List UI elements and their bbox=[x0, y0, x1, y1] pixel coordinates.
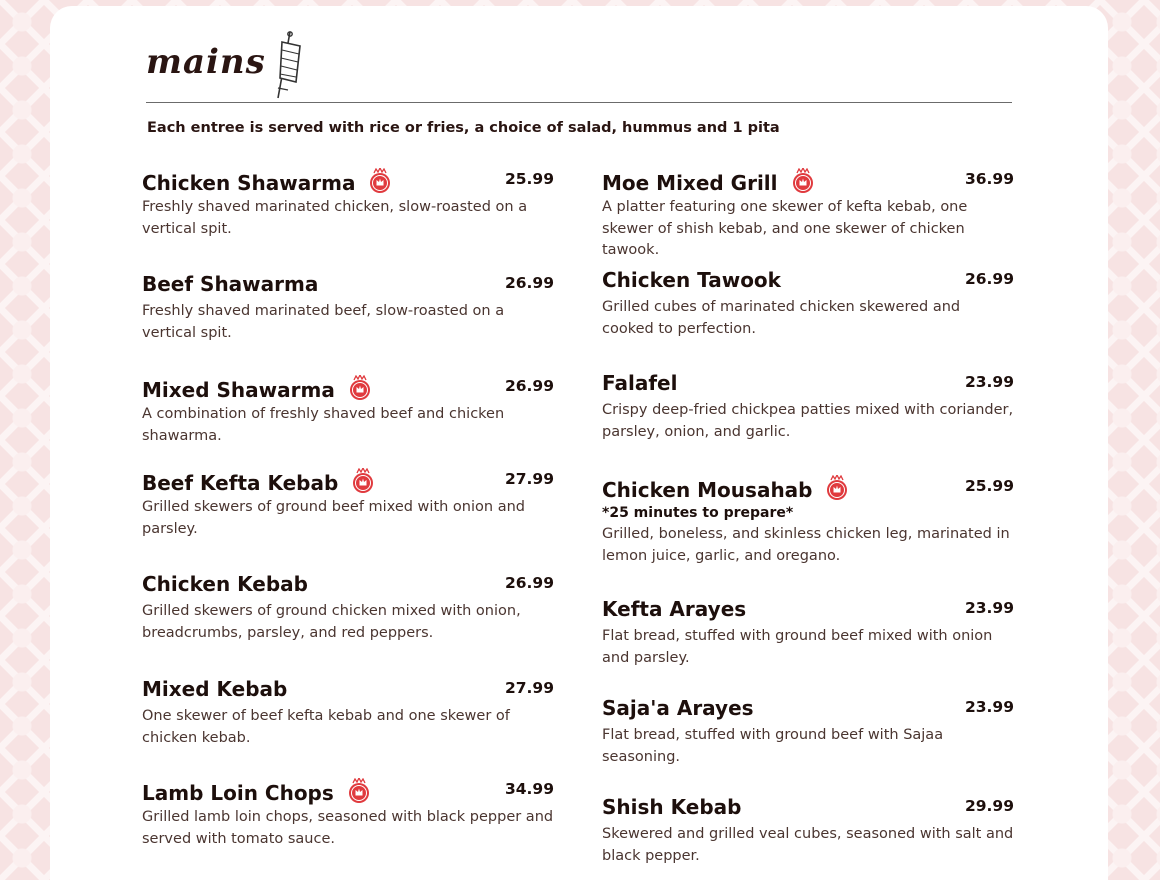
menu-item-name-text: Kefta Arayes bbox=[602, 597, 747, 621]
menu-item-description: Grilled cubes of marinated chicken skewered and cooked to perfection. bbox=[602, 299, 961, 337]
menu-item-description: A combination of freshly shaved beef and chicken shawarma. bbox=[142, 406, 505, 444]
menu-item-name-text: Mixed Shawarma bbox=[142, 378, 335, 402]
shawarma-spit-icon bbox=[268, 30, 304, 100]
menu-item-price: 25.99 bbox=[504, 170, 554, 188]
menu-item-name-text: Beef Shawarma bbox=[142, 272, 319, 296]
menu-item bbox=[142, 168, 554, 240]
favorite-badge-icon bbox=[351, 468, 375, 494]
menu-item-header bbox=[142, 272, 554, 298]
menu-item bbox=[602, 371, 1014, 443]
menu-item-description: Grilled skewers of ground beef mixed with onion and parsley. bbox=[142, 499, 525, 537]
menu-item-header bbox=[142, 778, 554, 804]
menu-item-price: 23.99 bbox=[964, 599, 1014, 617]
menu-item bbox=[142, 572, 554, 644]
menu-item-price: 26.99 bbox=[964, 270, 1014, 288]
menu-item-name bbox=[602, 475, 849, 502]
menu-item-price: 26.99 bbox=[504, 274, 554, 292]
menu-item-price: 27.99 bbox=[504, 679, 554, 697]
menu-item-header bbox=[602, 795, 1014, 821]
header-divider bbox=[146, 102, 1012, 103]
menu-item-price: 23.99 bbox=[964, 373, 1014, 391]
menu-item-name-text: Beef Kefta Kebab bbox=[142, 471, 339, 495]
menu-item-name bbox=[602, 168, 815, 195]
menu-item-name-text: Falafel bbox=[602, 371, 678, 395]
menu-item-header bbox=[602, 168, 1014, 194]
menu-item-price: 23.99 bbox=[964, 698, 1014, 716]
menu-item-name bbox=[142, 468, 375, 495]
menu-item-price: 26.99 bbox=[504, 574, 554, 592]
menu-item-header bbox=[142, 572, 554, 598]
menu-item-name bbox=[142, 272, 318, 296]
menu-item-header bbox=[602, 371, 1014, 397]
menu-item-description: Grilled skewers of ground chicken mixed with onion, breadcrumbs, parsley, and red peppers. bbox=[142, 603, 521, 641]
favorite-badge-icon bbox=[791, 168, 815, 194]
favorite-badge-icon bbox=[347, 778, 371, 804]
menu-item-note: *25 minutes to prepare* bbox=[602, 505, 794, 521]
menu-item-name bbox=[602, 696, 754, 720]
menu-item-name bbox=[602, 795, 741, 819]
menu-item-description: Freshly shaved marinated beef, slow-roasted on a vertical spit. bbox=[142, 303, 505, 341]
menu-item-header bbox=[602, 268, 1014, 294]
menu-item-description: Skewered and grilled veal cubes, seasoned with salt and black pepper. bbox=[602, 826, 1014, 864]
menu-item bbox=[602, 168, 1014, 262]
menu-item-description: A platter featuring one skewer of kefta kebab, one skewer of shish kebab, and one skewer of chicken tawook. bbox=[602, 199, 968, 258]
menu-item-description: Freshly shaved marinated chicken, slow-roasted on a vertical spit. bbox=[142, 199, 528, 237]
favorite-badge-icon bbox=[368, 168, 392, 194]
menu-item-name bbox=[142, 572, 308, 596]
menu-item-header bbox=[602, 597, 1014, 623]
menu-item-header bbox=[142, 375, 554, 401]
menu-item-price: 36.99 bbox=[964, 170, 1014, 188]
menu-item-name-text: Mixed Kebab bbox=[142, 677, 288, 701]
menu-item bbox=[602, 795, 1014, 867]
menu-item-price: 34.99 bbox=[504, 780, 554, 798]
menu-item-name bbox=[142, 375, 372, 402]
menu-item-name-text: Chicken Tawook bbox=[602, 268, 781, 292]
menu-item-name-text: Chicken Shawarma bbox=[142, 171, 356, 195]
menu-item bbox=[142, 778, 554, 850]
menu-item-name bbox=[602, 597, 746, 621]
menu-item-description: Crispy deep-fried chickpea patties mixed with coriander, parsley, onion, and garlic. bbox=[602, 402, 1014, 440]
menu-item-name bbox=[602, 371, 677, 395]
menu-item bbox=[602, 696, 1014, 768]
menu-item-header bbox=[602, 696, 1014, 722]
menu-item bbox=[142, 375, 554, 447]
menu-item bbox=[602, 268, 1014, 340]
menu-item-price: 27.99 bbox=[504, 470, 554, 488]
menu-item-header bbox=[142, 468, 554, 494]
section-title: mains bbox=[146, 42, 266, 82]
menu-item-name bbox=[142, 168, 392, 195]
menu-item-name-text: Moe Mixed Grill bbox=[602, 171, 778, 195]
menu-item-price: 26.99 bbox=[504, 377, 554, 395]
menu-item-name bbox=[142, 778, 371, 805]
menu-item bbox=[142, 677, 554, 749]
menu-item-name-text: Saja'a Arayes bbox=[602, 696, 754, 720]
menu-item bbox=[602, 597, 1014, 669]
menu-item-header bbox=[142, 677, 554, 703]
menu-item-name-text: Shish Kebab bbox=[602, 795, 742, 819]
section-subtitle: Each entree is served with rice or fries, a choice of salad, hummus and 1 pita bbox=[147, 120, 780, 136]
menu-item-description: Flat bread, stuffed with ground beef with Sajaa seasoning. bbox=[602, 727, 944, 765]
menu-item-header bbox=[602, 475, 1014, 501]
menu-item-description: Flat bread, stuffed with ground beef mixed with onion and parsley. bbox=[602, 628, 993, 666]
menu-item-header bbox=[142, 168, 554, 194]
favorite-badge-icon bbox=[348, 375, 372, 401]
favorite-badge-icon bbox=[825, 475, 849, 501]
menu-item-name-text: Chicken Mousahab bbox=[602, 478, 813, 502]
menu-item bbox=[142, 468, 554, 540]
menu-item-description: Grilled, boneless, and skinless chicken leg, marinated in lemon juice, garlic, and oregano. bbox=[602, 526, 1010, 564]
menu-item bbox=[142, 272, 554, 344]
menu-item-description: Grilled lamb loin chops, seasoned with black pepper and served with tomato sauce. bbox=[142, 809, 554, 847]
menu-item-name bbox=[602, 268, 781, 292]
menu-item bbox=[602, 475, 1014, 567]
menu-item-price: 29.99 bbox=[964, 797, 1014, 815]
section-header bbox=[146, 30, 1012, 102]
menu-item-description: One skewer of beef kefta kebab and one skewer of chicken kebab. bbox=[142, 708, 510, 746]
menu-item-name-text: Lamb Loin Chops bbox=[142, 781, 334, 805]
menu-item-name bbox=[142, 677, 287, 701]
menu-item-name-text: Chicken Kebab bbox=[142, 572, 308, 596]
menu-item-price: 25.99 bbox=[964, 477, 1014, 495]
